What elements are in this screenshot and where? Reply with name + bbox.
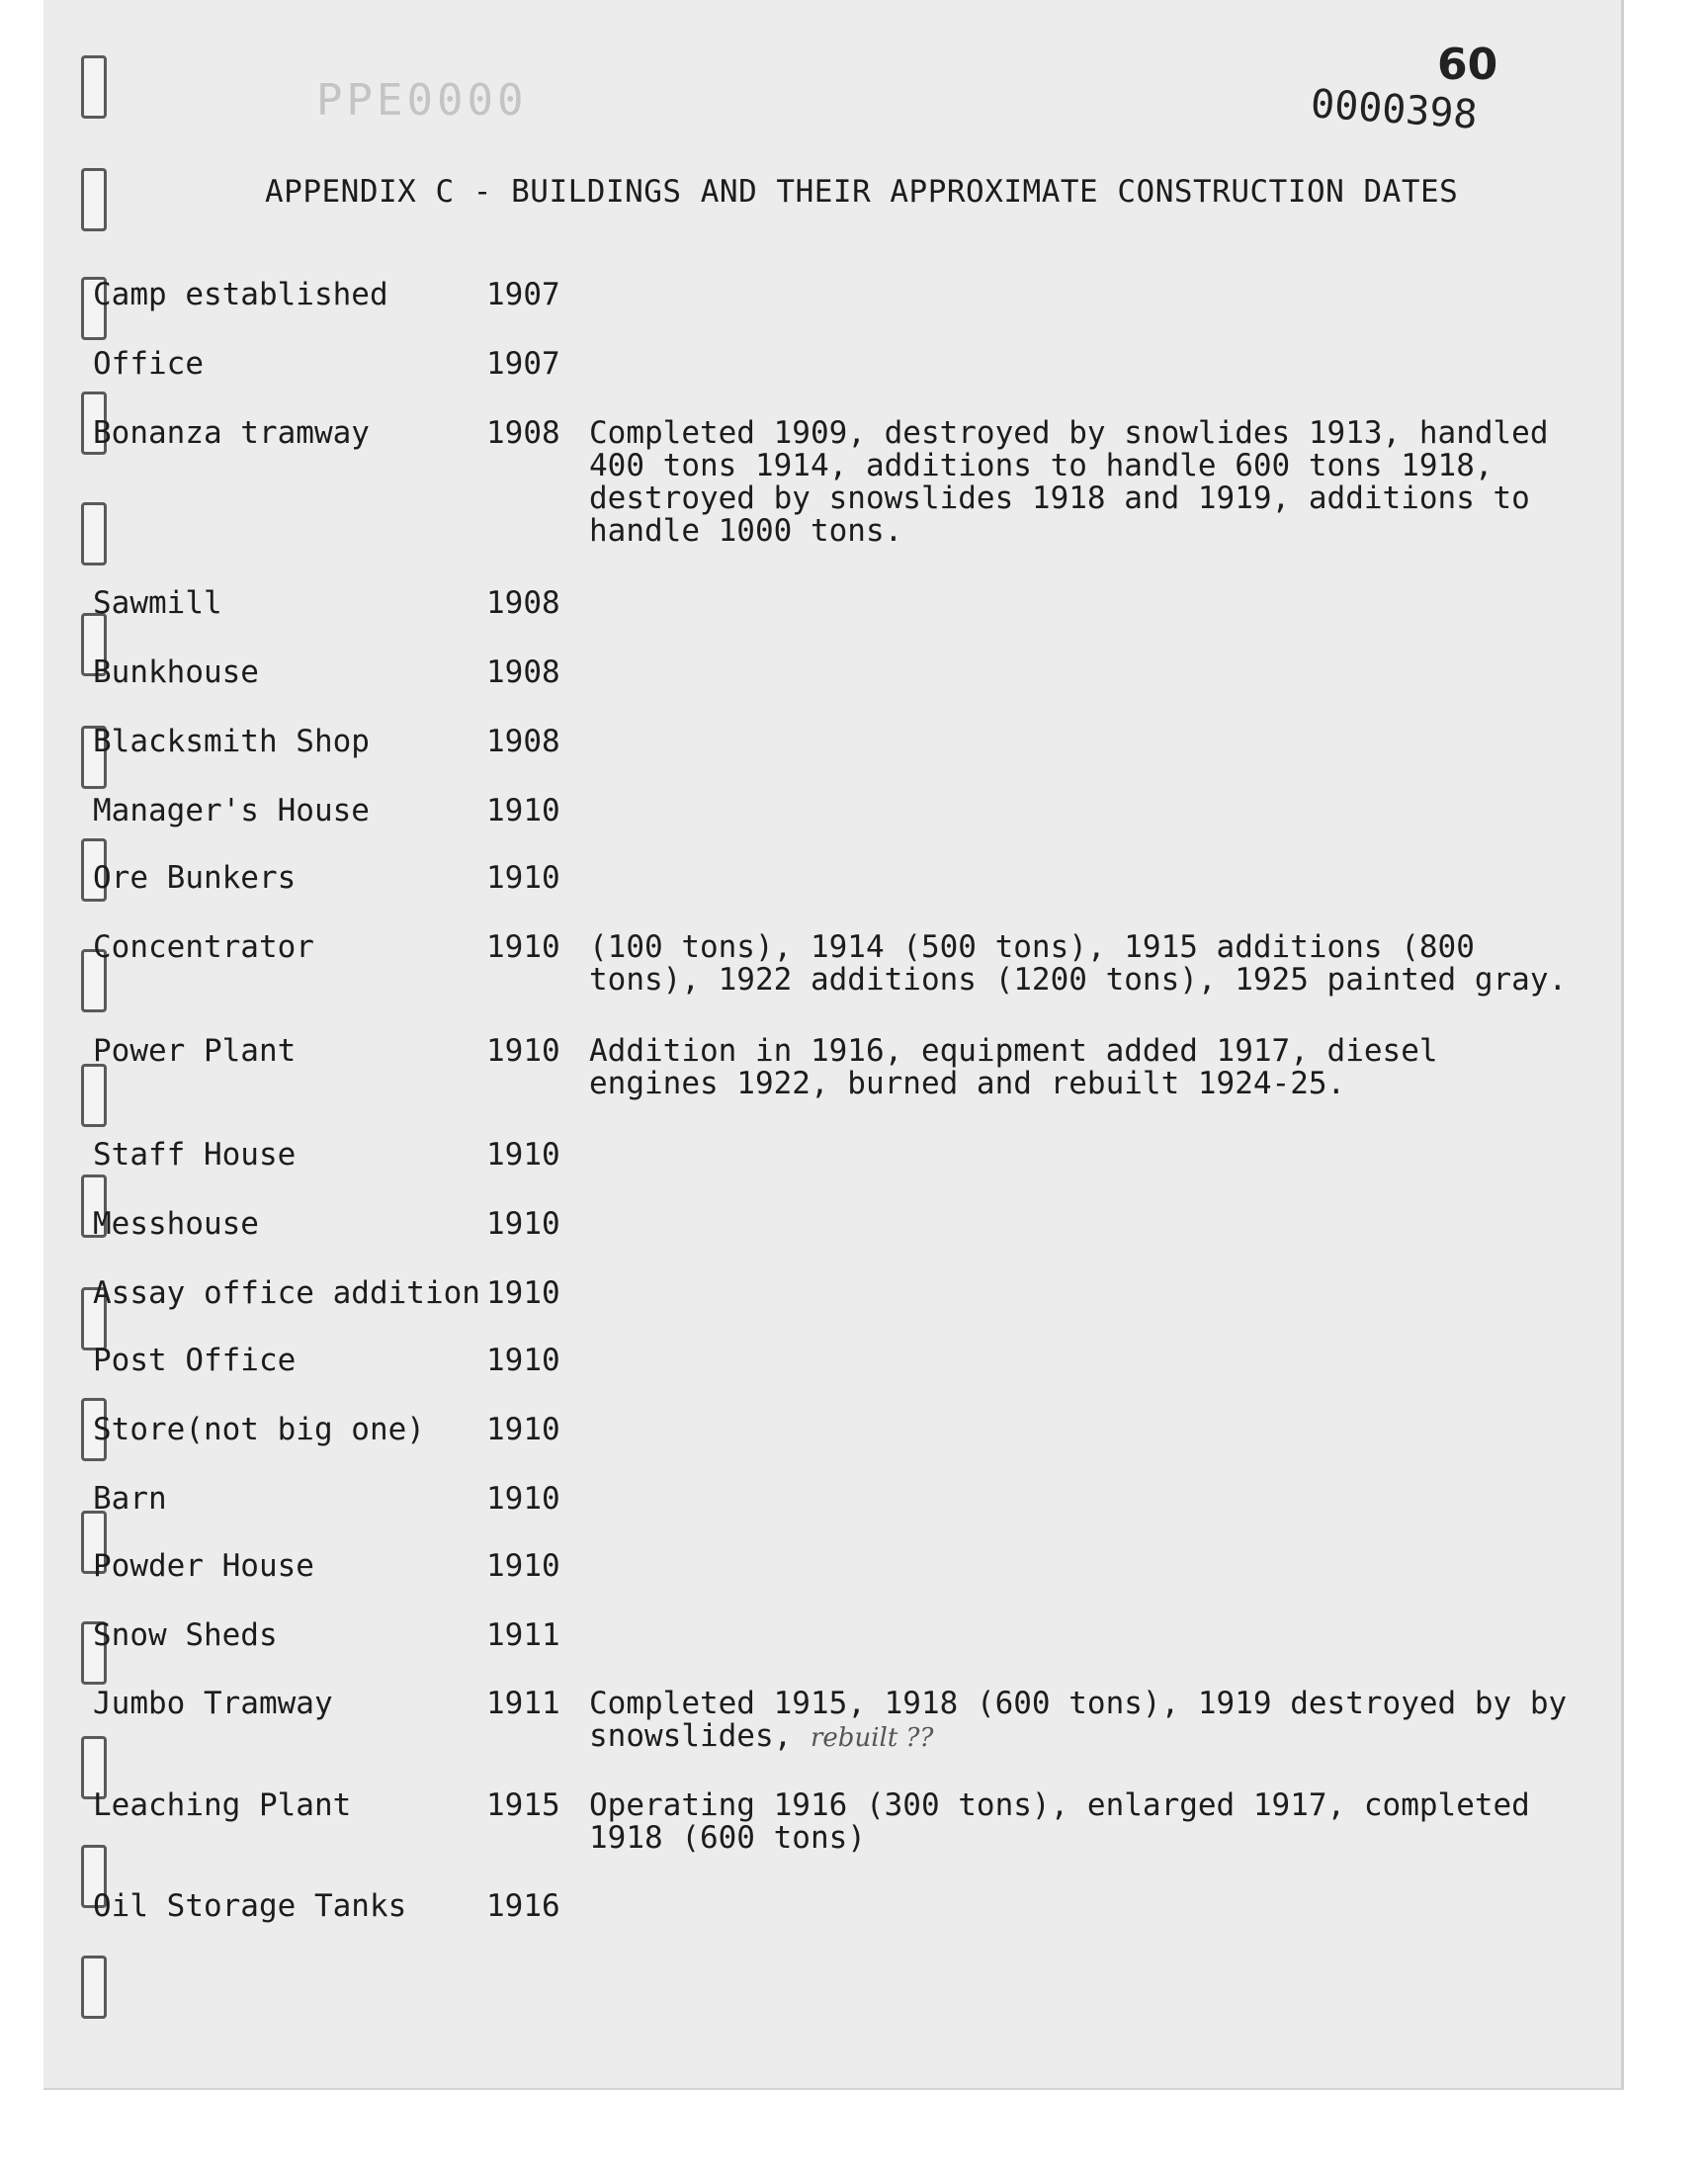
page-number: 60 bbox=[1437, 40, 1498, 90]
building-name: Concentrator bbox=[93, 929, 314, 965]
building-name: Sawmill bbox=[93, 585, 222, 621]
building-notes bbox=[589, 1688, 1578, 1755]
building-name: Snow Sheds bbox=[93, 1617, 278, 1653]
construction-year: 1910 bbox=[486, 1343, 560, 1378]
construction-year: 1910 bbox=[486, 860, 560, 896]
construction-year: 1910 bbox=[486, 793, 560, 828]
binder-hole bbox=[81, 1956, 107, 2019]
construction-year: 1911 bbox=[486, 1617, 560, 1653]
building-name: Blacksmith Shop bbox=[93, 724, 370, 759]
construction-year: 1910 bbox=[486, 1137, 560, 1173]
construction-year: 1910 bbox=[486, 1275, 560, 1311]
notes-text: Operating 1916 (300 tons), enlarged 1917, completed 1918 (600 tons) bbox=[589, 1787, 1530, 1856]
construction-year: 1908 bbox=[486, 724, 560, 759]
construction-year: 1911 bbox=[486, 1686, 560, 1721]
notes-text: Completed 1915, 1918 (600 tons), 1919 destroyed by by snowslides, bbox=[589, 1686, 1568, 1754]
building-name: Barn bbox=[93, 1481, 167, 1517]
building-notes bbox=[589, 931, 1578, 997]
binder-hole bbox=[81, 168, 107, 231]
construction-year: 1908 bbox=[486, 415, 560, 451]
construction-year: 1910 bbox=[486, 1412, 560, 1447]
notes-text: Completed 1909, destroyed by snowlides 1913, handled 400 tons 1914, additions to handle 600 tons 1918, destroyed by snowslides 1918 and 1919, additions to handle 1000 tons. bbox=[589, 415, 1549, 549]
building-name: Power Plant bbox=[93, 1033, 297, 1069]
page-title: APPENDIX C - BUILDINGS AND THEIR APPROXIMATE CONSTRUCTION DATES bbox=[265, 174, 1459, 210]
building-name: Post Office bbox=[93, 1343, 297, 1378]
binder-hole bbox=[81, 1064, 107, 1127]
construction-year: 1907 bbox=[486, 277, 560, 312]
building-name: Leaching Plant bbox=[93, 1787, 352, 1823]
binder-hole bbox=[81, 502, 107, 566]
binder-hole bbox=[81, 55, 107, 119]
building-name: Camp established bbox=[93, 277, 388, 312]
construction-year: 1910 bbox=[486, 1481, 560, 1517]
building-name: Staff House bbox=[93, 1137, 297, 1173]
building-name: Oil Storage Tanks bbox=[93, 1888, 407, 1924]
construction-year: 1910 bbox=[486, 1206, 560, 1242]
building-name: Messhouse bbox=[93, 1206, 259, 1242]
faded-stamp: PPE0000 bbox=[316, 75, 528, 126]
construction-year: 1910 bbox=[486, 929, 560, 965]
building-name: Office bbox=[93, 346, 204, 382]
construction-year: 1908 bbox=[486, 654, 560, 690]
building-notes bbox=[589, 417, 1578, 548]
construction-year: 1910 bbox=[486, 1548, 560, 1584]
document-id: 0000398 bbox=[1309, 81, 1479, 138]
construction-year: 1915 bbox=[486, 1787, 560, 1823]
handwritten-annotation: rebuilt ?? bbox=[810, 1723, 934, 1753]
building-notes bbox=[589, 1789, 1578, 1855]
construction-year: 1910 bbox=[486, 1033, 560, 1069]
building-name: Manager's House bbox=[93, 793, 370, 828]
building-name: Store(not big one) bbox=[93, 1412, 425, 1447]
building-name: Bunkhouse bbox=[93, 654, 259, 690]
construction-year: 1916 bbox=[486, 1888, 560, 1924]
building-name: Bonanza tramway bbox=[93, 415, 370, 451]
building-name: Assay office addition bbox=[93, 1275, 480, 1311]
building-name: Ore Bunkers bbox=[93, 860, 297, 896]
building-notes bbox=[589, 1035, 1578, 1100]
construction-year: 1907 bbox=[486, 346, 560, 382]
construction-year: 1908 bbox=[486, 585, 560, 621]
building-name: Jumbo Tramway bbox=[93, 1686, 333, 1721]
building-name: Powder House bbox=[93, 1548, 314, 1584]
notes-text: Addition in 1916, equipment added 1917, diesel engines 1922, burned and rebuilt 1924-25. bbox=[589, 1033, 1438, 1101]
notes-text: (100 tons), 1914 (500 tons), 1915 additions (800 tons), 1922 additions (1200 tons), 1925 painted gray. bbox=[589, 929, 1568, 998]
